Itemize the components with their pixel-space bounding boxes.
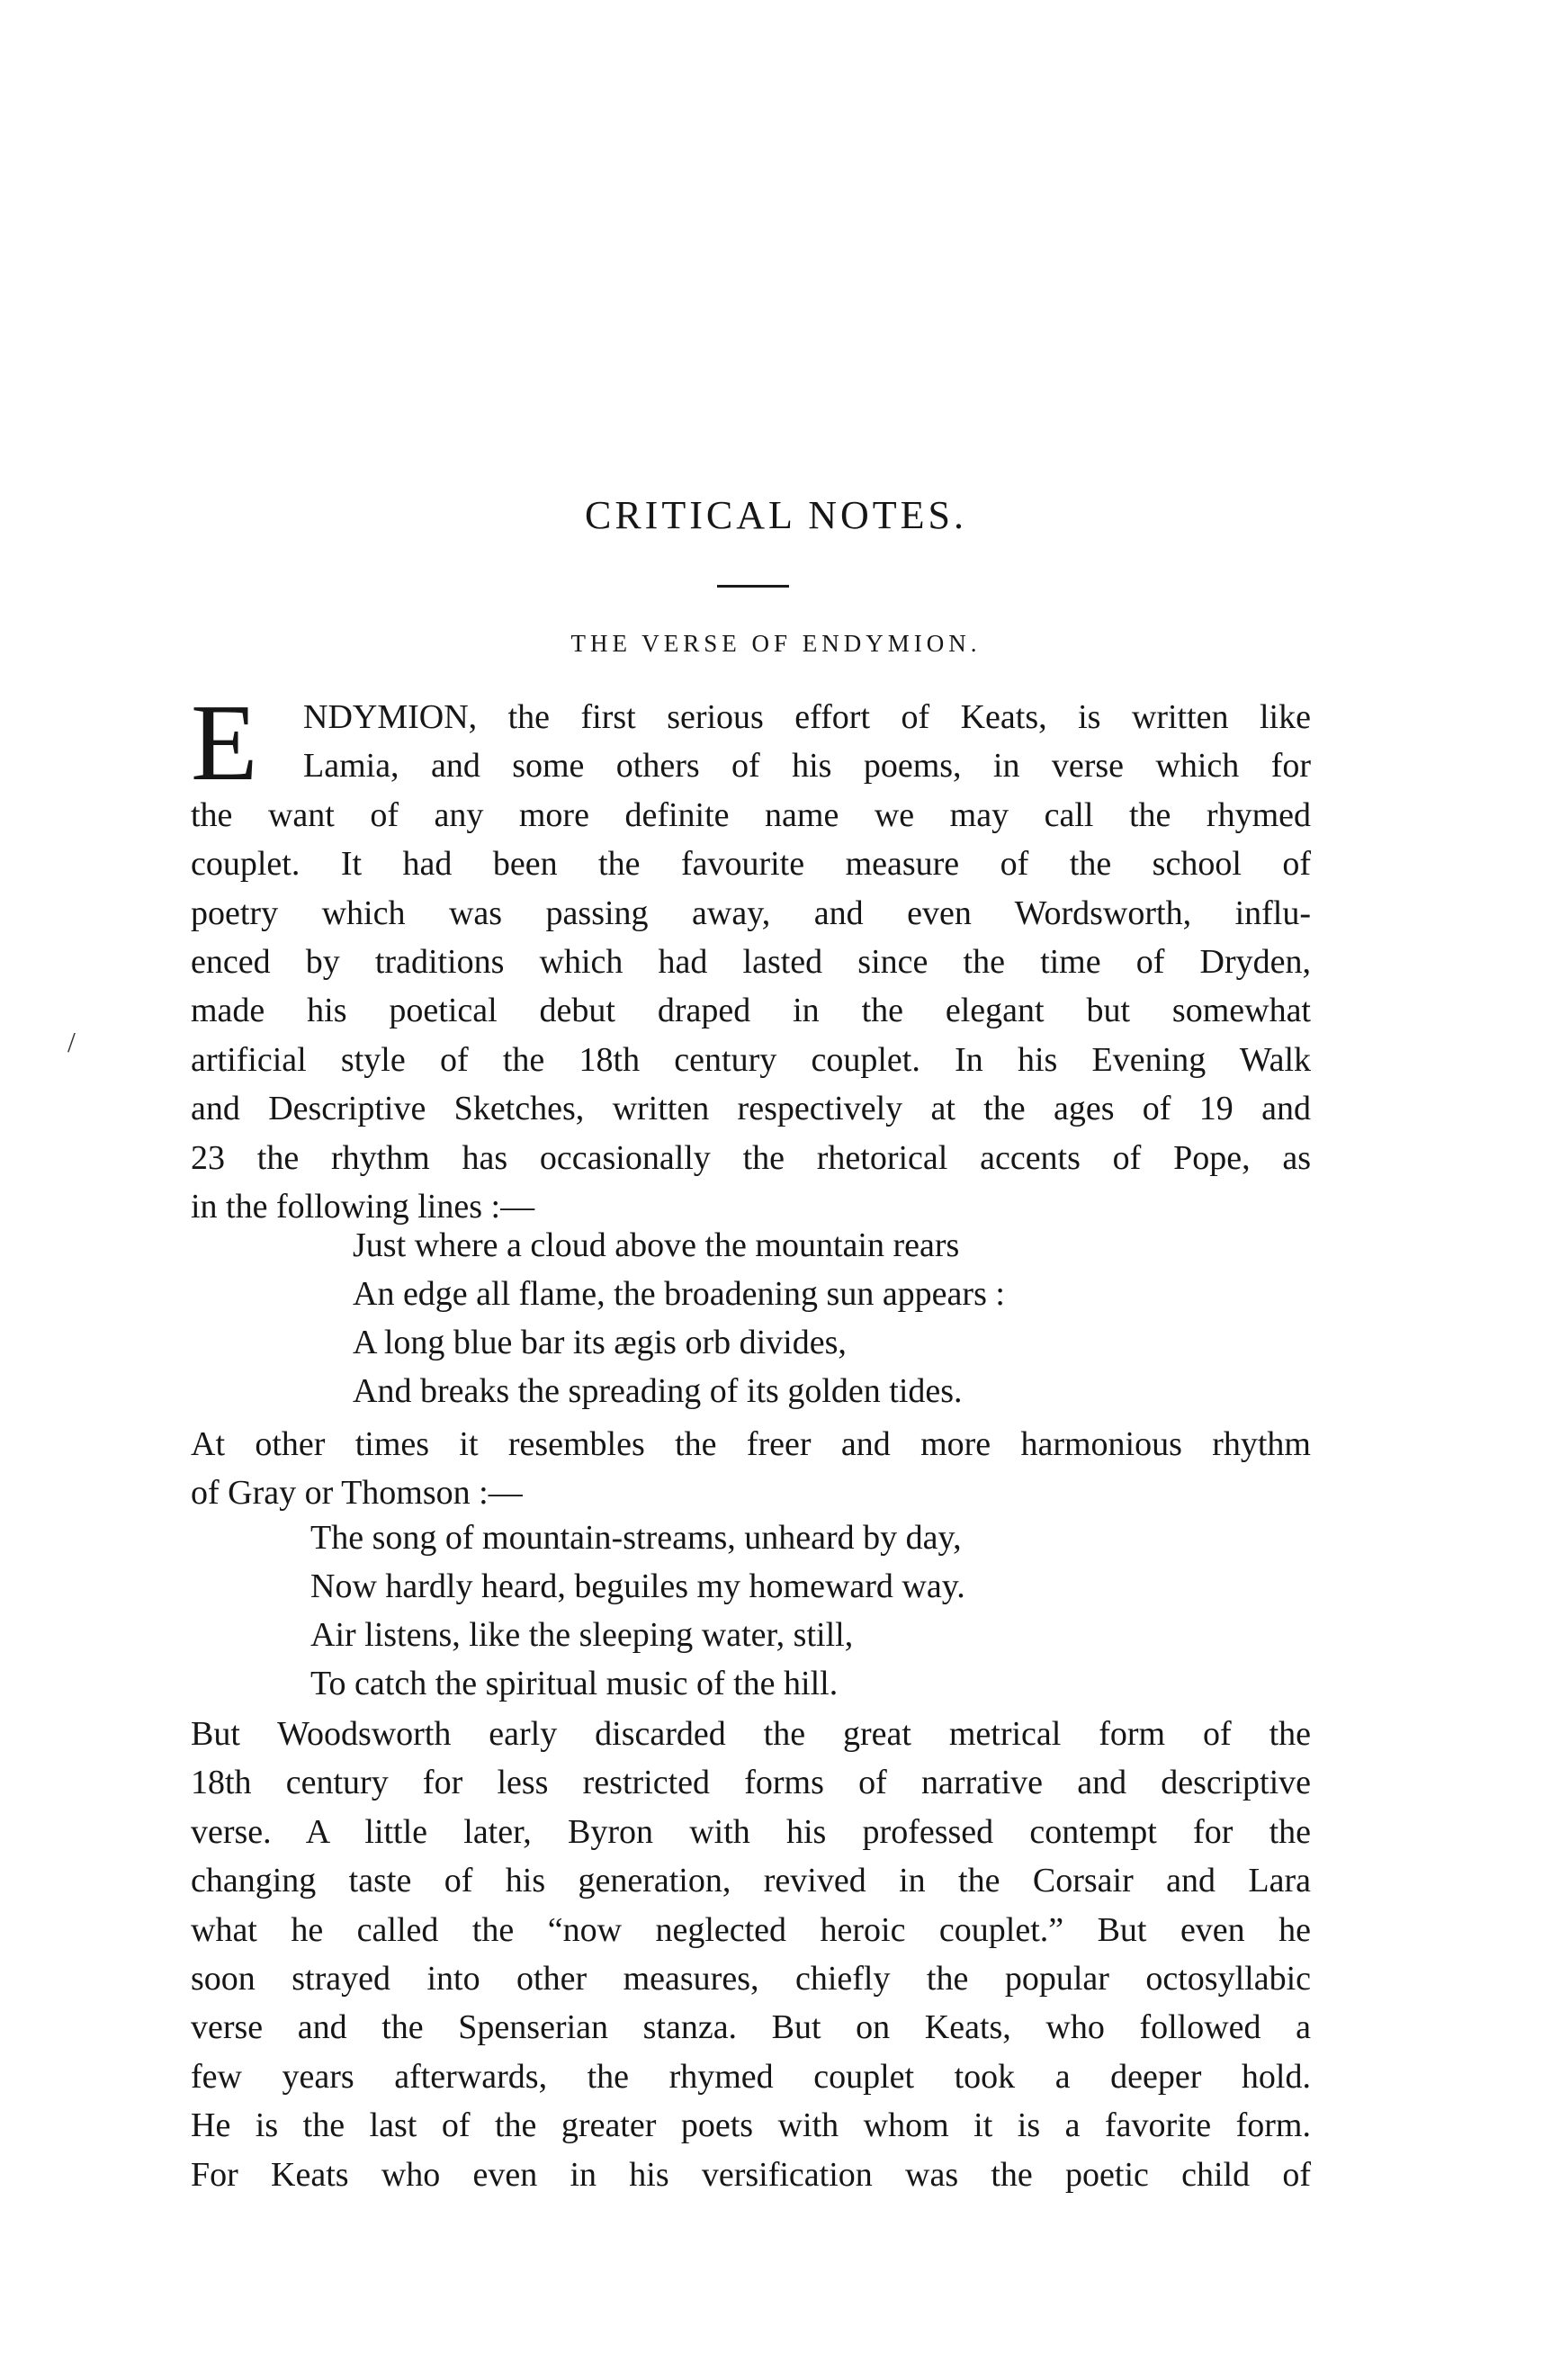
verse-line: To catch the spiritual music of the hill. (310, 1665, 839, 1702)
verse-quotation-2 (310, 1513, 965, 1708)
text-line: At other times it resembles the freer and more harmonious rhythm (191, 1425, 1311, 1463)
text-line: For Keats who even in his versification was the poetic child of (191, 2155, 1311, 2194)
text-line: couplet. It had been the favourite measure of the school of (191, 845, 1311, 884)
text-line: few years afterwards, the rhymed couplet took a deeper hold. (191, 2057, 1311, 2096)
verse-line: Air listens, like the sleeping water, still, (310, 1616, 854, 1654)
text-line: in the following lines :— (191, 1187, 535, 1226)
text-line: verse and the Spenserian stanza. But on Keats, who followed a (191, 2008, 1311, 2047)
title-divider (717, 585, 789, 588)
text-line: 18th century for less restricted forms of narrative and descriptive (191, 1764, 1311, 1802)
text-line: soon strayed into other measures, chiefly the popular octosyllabic (191, 1959, 1311, 1998)
text-line: verse. A little later, Byron with his professed contempt for the (191, 1812, 1311, 1851)
verse-line: And breaks the spreading of its golden tides. (353, 1372, 963, 1410)
text-line: what he called the “now neglected heroic couplet.” But even he (191, 1910, 1311, 1949)
text-line: and Descriptive Sketches, written respectively at the ages of 19 and (191, 1090, 1311, 1128)
text-line: But Woodsworth early discarded the great metrical form of the (191, 1715, 1311, 1753)
verse-line: The song of mountain-streams, unheard by day, (310, 1519, 962, 1557)
text-line: of Gray or Thomson :— (191, 1474, 523, 1513)
text-line: NDYMION, the first serious effort of Keats, is written like (303, 698, 1311, 736)
verse-quotation-1 (353, 1221, 1005, 1415)
page-title: CRITICAL NOTES. (584, 493, 968, 537)
section-heading: THE VERSE OF ENDYMION. (570, 630, 982, 657)
text-line: enced by traditions which had lasted since the time of Dryden, (191, 942, 1311, 981)
text-line: poetry which was passing away, and even Wordsworth, influ- (191, 894, 1311, 932)
verse-line: Just where a cloud above the mountain rears (353, 1226, 960, 1264)
text-line: changing taste of his generation, revived in the Corsair and Lara (191, 1862, 1311, 1900)
drop-cap: E (191, 682, 258, 804)
verse-line: Now hardly heard, beguiles my homeward way. (310, 1567, 965, 1605)
paragraph-1 (191, 682, 1311, 1231)
verse-line: A long blue bar its ægis orb divides, (353, 1324, 847, 1361)
text-line: artificial style of the 18th century couplet. In his Evening Walk (191, 1040, 1311, 1079)
text-line: the want of any more definite name we may call the rhymed (191, 795, 1311, 834)
text-line: Lamia, and some others of his poems, in verse which for (303, 747, 1311, 786)
paragraph-2 (191, 1420, 1311, 1518)
text-line: He is the last of the greater poets with whom it is a favorite form. (191, 2106, 1311, 2145)
text-line: 23 the rhythm has occasionally the rhetorical accents of Pope, as (191, 1138, 1311, 1177)
verse-line: An edge all flame, the broadening sun appears : (353, 1275, 1005, 1313)
text-line: made his poetical debut draped in the elegant but somewhat (191, 992, 1311, 1030)
paragraph-3 (191, 1710, 1311, 2199)
margin-mark: / (67, 1026, 76, 1058)
